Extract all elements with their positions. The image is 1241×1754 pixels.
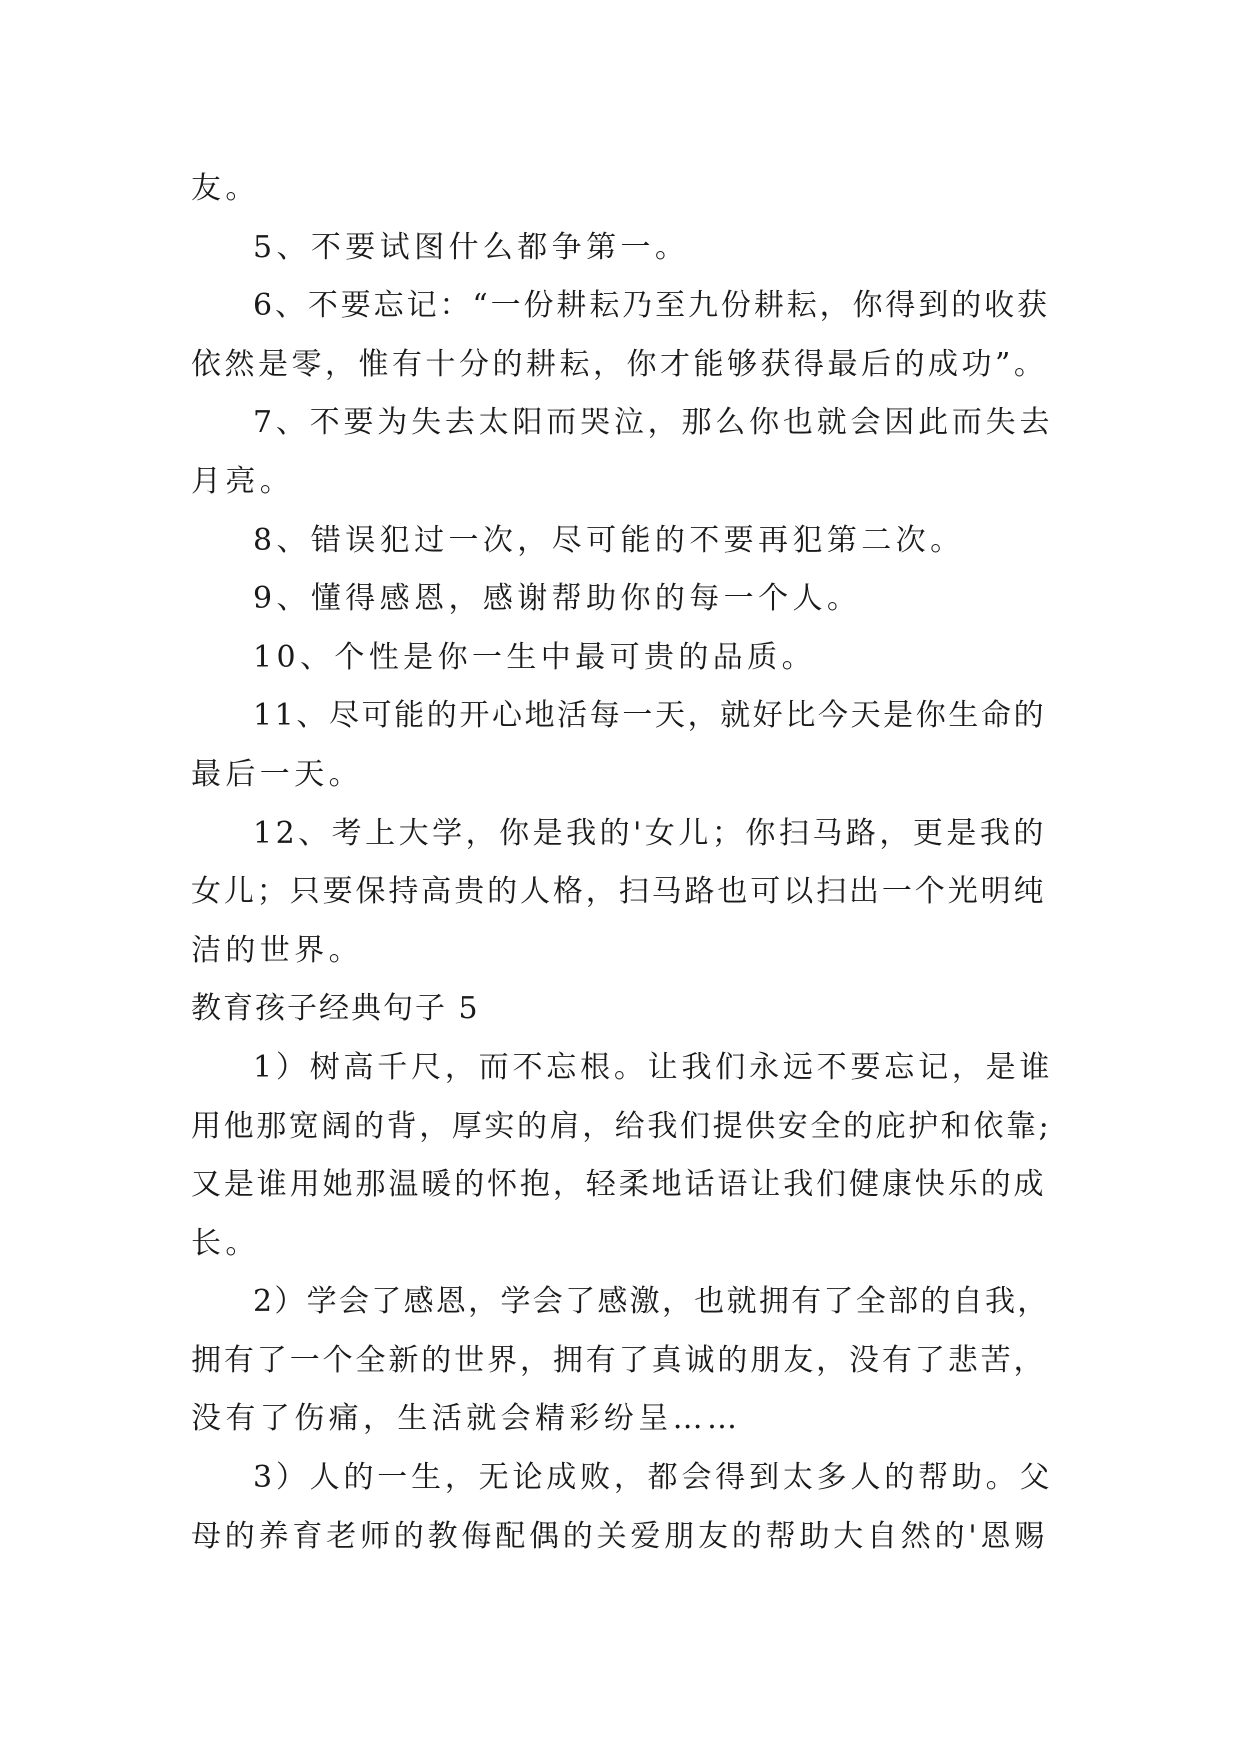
text-line-10: 11、尽可能的开心地活每一天，就好比今天是你生命的: [253, 698, 1047, 734]
text-line-24: 母的养育老师的教侮配偶的关爱朋友的帮助大自然的'恩赐: [191, 1518, 1049, 1554]
text-line-2: 5、不要试图什么都争第一。: [253, 229, 690, 265]
text-line-19: 长。: [191, 1225, 260, 1261]
text-line-17: 用他那宽阔的背，厚实的肩，给我们提供安全的庇护和依靠;: [191, 1108, 1052, 1144]
text-line-12: 12、考上大学，你是我的'女儿；你扫马路，更是我的: [253, 815, 1047, 851]
text-line-7: 8、错误犯过一次，尽可能的不要再犯第二次。: [253, 522, 965, 558]
text-line-14: 洁的世界。: [191, 932, 363, 968]
text-line-4: 依然是零，惟有十分的耕耘，你才能够获得最后的成功”。: [191, 346, 1048, 382]
text-line-13: 女儿；只要保持高贵的人格，扫马路也可以扫出一个光明纯: [191, 874, 1047, 910]
text-line-1: 友。: [191, 171, 260, 206]
text-line-18: 又是谁用她那温暖的怀抱，轻柔地话语让我们健康快乐的成: [191, 1167, 1047, 1203]
text-line-16: 1）树高千尺，而不忘根。让我们永远不要忘记，是谁: [253, 1049, 1054, 1085]
text-line-22: 没有了伤痛，生活就会精彩纷呈……: [191, 1401, 742, 1437]
text-line-9: 10、个性是你一生中最可贵的品质。: [253, 639, 816, 675]
text-line-11: 最后一天。: [191, 756, 363, 792]
document-page: [191, 160, 1054, 1566]
text-line-8: 9、懂得感恩，感谢帮助你的每一个人。: [253, 581, 862, 617]
section-heading: 教育孩子经典句子 5: [191, 991, 480, 1027]
text-line-20: 2）学会了感恩，学会了感激，也就拥有了全部的自我，: [253, 1284, 1050, 1320]
text-line-21: 拥有了一个全新的世界，拥有了真诚的朋友，没有了悲苦，: [191, 1342, 1047, 1378]
text-line-6: 月亮。: [191, 463, 295, 499]
text-line-23: 3）人的一生，无论成败，都会得到太多人的帮助。父: [253, 1460, 1054, 1496]
text-line-5: 7、不要为失去太阳而哭泣，那么你也就会因此而失去: [253, 405, 1054, 441]
text-line-3: 6、不要忘记：“一份耕耘乃至九份耕耘，你得到的收获: [253, 288, 1050, 324]
